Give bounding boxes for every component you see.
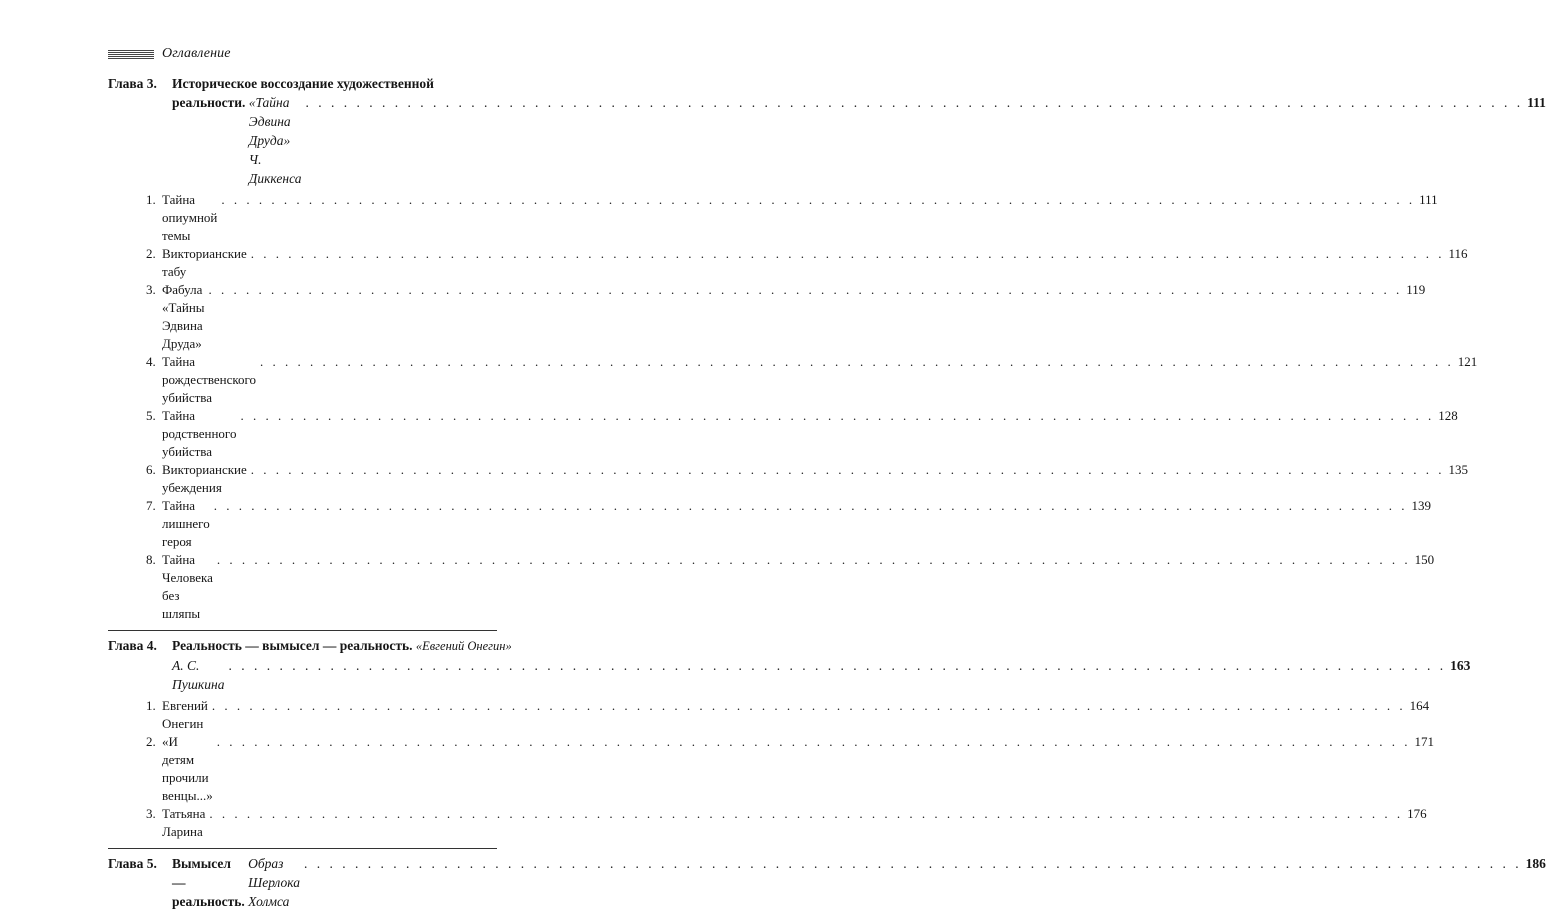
leader-dots: [251, 461, 1445, 479]
chapter-5-number: Глава 5.: [108, 856, 157, 871]
section-number: 6.: [146, 462, 156, 477]
chapter-divider: [108, 848, 497, 849]
section-number: 4.: [146, 354, 156, 369]
section-number: 2.: [146, 246, 156, 261]
chapter-3-title: [172, 74, 1546, 188]
section-title: Тайна Человека без шляпы: [162, 552, 213, 621]
section-page: 171: [1414, 734, 1434, 749]
list-item[interactable]: [146, 245, 1468, 281]
chapter-5-title-line1: [172, 854, 1546, 911]
chapter-4-title: [172, 636, 1470, 694]
leader-dots: [228, 656, 1446, 675]
section-number: 5.: [146, 408, 156, 423]
chapter-4-page: 163: [1450, 658, 1471, 673]
section-title: Викторианские табу: [162, 246, 247, 279]
chapter-5-page: 186: [1525, 856, 1546, 871]
section-page: 176: [1407, 806, 1427, 821]
section-page: 111: [1419, 192, 1438, 207]
leader-dots: [214, 497, 1408, 515]
chapter-3-subtitle: «Тайна Эдвина Друда» Ч. Диккенса: [248, 95, 302, 186]
chapter-3-entry[interactable]: [108, 74, 1546, 188]
leader-dots: [212, 697, 1406, 715]
list-item[interactable]: [146, 497, 1431, 551]
section-page: 121: [1457, 354, 1478, 369]
chapter-4-title-bold: Реальность — вымысел — реальность.: [172, 638, 413, 653]
chapter-divider: [108, 630, 497, 631]
leader-dots: [260, 353, 1454, 371]
section-title: Татьяна Ларина: [162, 806, 206, 839]
section-title: Евгений Онегин: [162, 698, 208, 731]
running-header: [108, 44, 231, 64]
list-item[interactable]: [146, 281, 1426, 353]
chapter-4-subtitle: «Евгений Онегин»: [415, 639, 512, 653]
section-page: 164: [1409, 698, 1430, 713]
list-item[interactable]: [146, 407, 1458, 461]
chapter-5-entry[interactable]: [108, 854, 1546, 911]
section-title: Тайна родственного убийства: [162, 408, 237, 459]
table-of-contents: [108, 74, 1546, 911]
chapter-5-title: [172, 854, 1546, 911]
leader-dots: [209, 281, 1403, 299]
list-item[interactable]: [146, 551, 1435, 623]
chapter-5-title-bold: Вымысел — реальность.: [172, 856, 245, 909]
section-number: 1.: [146, 698, 156, 713]
section-title: Тайна опиумной темы: [162, 192, 218, 243]
leader-dots: [251, 245, 1445, 263]
section-number: 3.: [146, 282, 156, 297]
chapter-3-title-bold: реальности.: [172, 95, 246, 110]
leader-dots: [209, 805, 1403, 823]
leader-dots: [221, 191, 1415, 209]
list-item[interactable]: [146, 697, 1430, 733]
chapter-4-sections: [146, 697, 1434, 841]
list-item[interactable]: [146, 461, 1469, 497]
list-item[interactable]: [146, 733, 1434, 805]
section-number: 2.: [146, 734, 156, 749]
section-title: Тайна рождественского убийства: [162, 354, 257, 405]
chapter-3-page: 111: [1527, 95, 1546, 110]
section-page: 139: [1411, 498, 1431, 513]
section-page: 116: [1448, 246, 1468, 261]
section-number: 1.: [146, 192, 156, 207]
chapter-3-sections: [146, 191, 1478, 623]
chapter-3-title-line1: Историческое воссоздание художественной: [172, 76, 434, 91]
section-page: 150: [1414, 552, 1435, 567]
header-rule-ornament: [108, 50, 154, 59]
chapter-3-title-line2: [172, 93, 1546, 188]
section-page: 128: [1438, 408, 1458, 423]
header-label: Оглавление: [162, 46, 231, 61]
section-title: «И детям прочили венцы...»: [162, 734, 213, 803]
chapter-4-entry[interactable]: [108, 636, 1471, 694]
leader-dots: [217, 733, 1411, 751]
list-item[interactable]: [146, 353, 1478, 407]
chapter-3-number: Глава 3.: [108, 76, 157, 91]
section-page: 135: [1448, 462, 1469, 477]
leader-dots: [240, 407, 1434, 425]
section-title: Викторианские убеждения: [162, 462, 247, 495]
section-title: Фабула «Тайны Эдвина Друда»: [162, 282, 205, 351]
chapter-5-subtitle: Образ Шерлока Холмса: [248, 856, 300, 909]
leader-dots: [305, 93, 1523, 112]
section-number: 8.: [146, 552, 156, 567]
chapter-4-subtitle-author: А. С. Пушкина: [172, 658, 225, 692]
list-item[interactable]: [146, 191, 1438, 245]
section-number: 3.: [146, 806, 156, 821]
chapter-4-title-line1: [172, 636, 1470, 656]
section-number: 7.: [146, 498, 156, 513]
section-title: Тайна лишнего героя: [162, 498, 210, 549]
chapter-4-title-line2: [172, 656, 1470, 694]
leader-dots: [217, 551, 1411, 569]
section-page: 119: [1406, 282, 1426, 297]
list-item[interactable]: [146, 805, 1427, 841]
leader-dots: [304, 854, 1522, 873]
chapter-4-number: Глава 4.: [108, 638, 157, 653]
